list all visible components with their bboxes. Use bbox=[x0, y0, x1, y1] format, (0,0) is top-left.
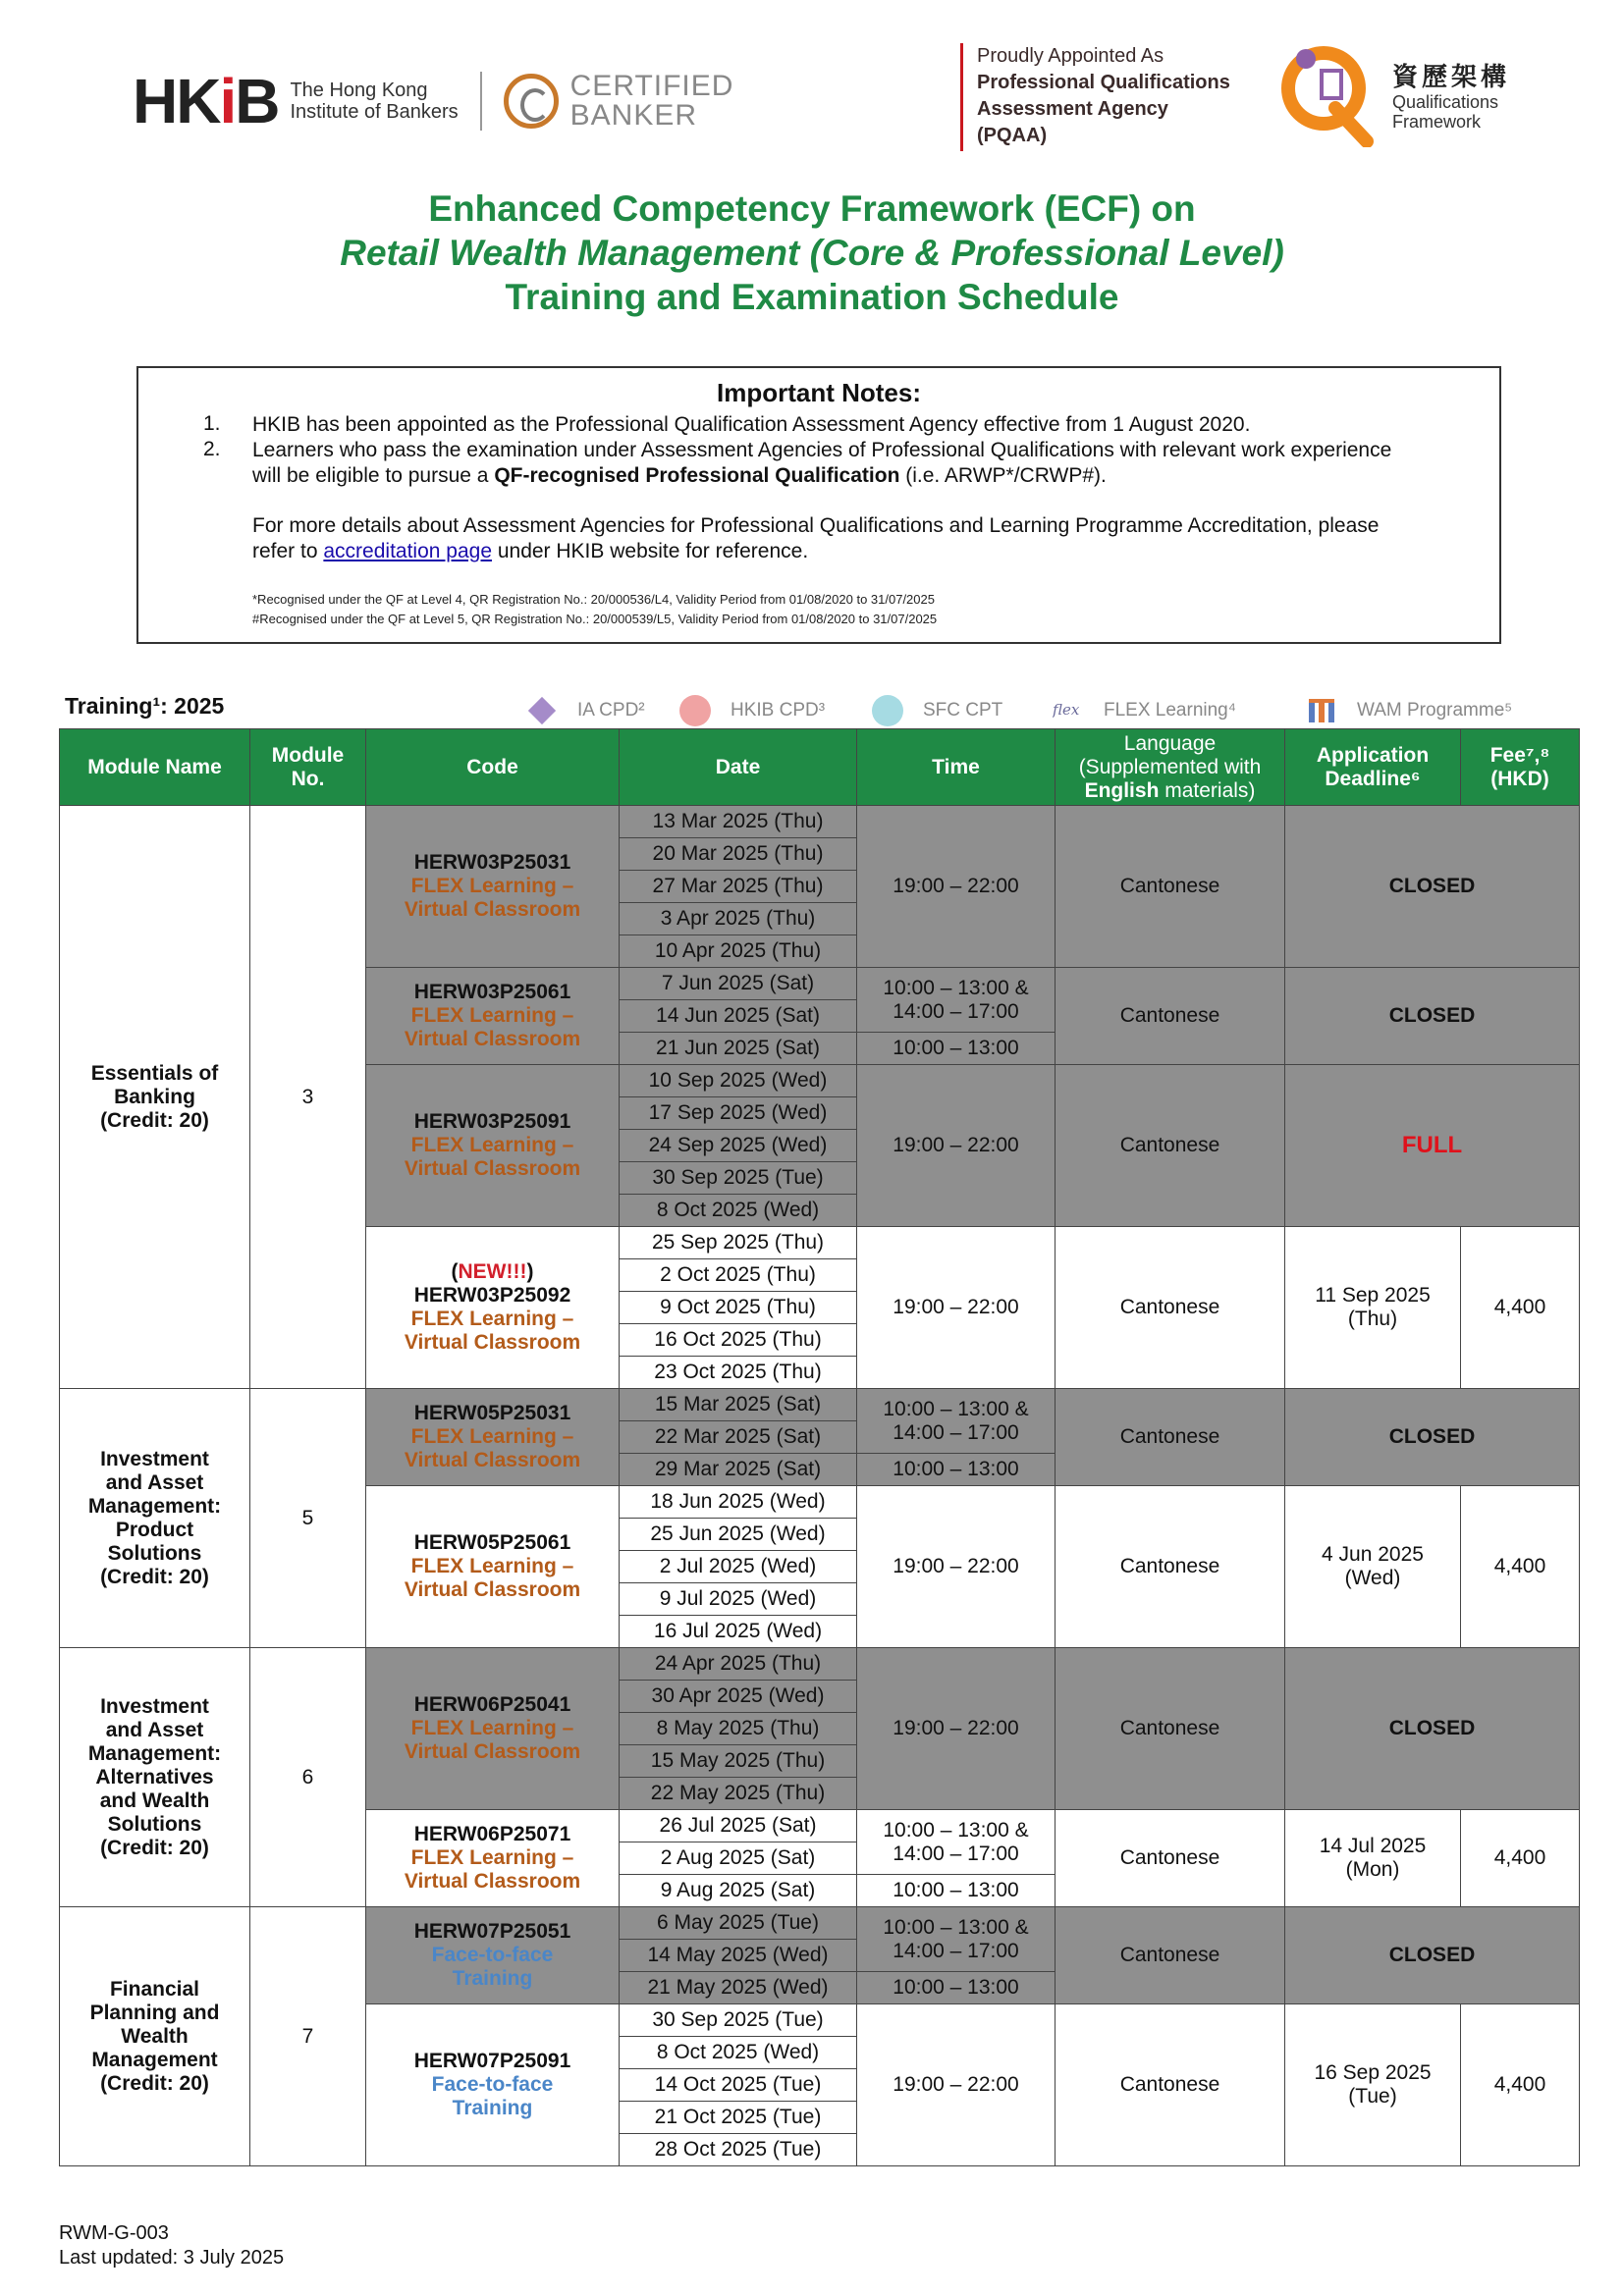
qf-logo bbox=[1276, 39, 1571, 157]
date-cell: 29 Mar 2025 (Sat) bbox=[620, 1454, 857, 1486]
delivery-mode: FLEX Learning – bbox=[410, 1308, 574, 1330]
header-text: Language bbox=[1123, 731, 1217, 755]
fee-cell: 4,400 bbox=[1461, 1810, 1580, 1907]
time-cell: 10:00 – 13:00 bbox=[857, 1033, 1056, 1065]
class-code: HERW05P25061 bbox=[413, 1531, 571, 1554]
footnote-crwp: #Recognised under the QF at Level 5, QR Registration No.: 20/000539/L5, Validity Period from 01/08/2020 to 31/07/2025 bbox=[252, 612, 938, 626]
language-cell: Cantonese bbox=[1056, 968, 1285, 1065]
class-code-cell bbox=[366, 1486, 620, 1648]
class-code-cell bbox=[366, 1227, 620, 1389]
cert-line1: CERTIFIED bbox=[569, 70, 734, 102]
cert-line2: BANKER bbox=[569, 99, 698, 132]
module-name-line: Banking bbox=[114, 1085, 195, 1108]
deadline-line: (Tue) bbox=[1348, 2085, 1397, 2108]
status-closed bbox=[1285, 1389, 1580, 1486]
time-cell: 19:00 – 22:00 bbox=[857, 1227, 1056, 1389]
deadline-line: (Wed) bbox=[1344, 1567, 1401, 1589]
document-title bbox=[0, 187, 1624, 319]
training-schedule-table bbox=[59, 728, 1579, 2166]
certified-banker-wordmark bbox=[570, 72, 734, 131]
status-full bbox=[1285, 1065, 1580, 1227]
module-name-line: Financial bbox=[109, 1977, 200, 2001]
table-header-row bbox=[60, 729, 1580, 806]
table-row bbox=[60, 1907, 1580, 1940]
date-cell: 23 Oct 2025 (Thu) bbox=[620, 1357, 857, 1389]
header-text bbox=[1056, 779, 1284, 803]
delivery-mode: FLEX Learning – bbox=[410, 1555, 574, 1577]
legend-label: SFC CPT bbox=[923, 700, 1003, 721]
title-line1: Enhanced Competency Framework (ECF) on bbox=[428, 188, 1196, 229]
new-badge-text: NEW!!! bbox=[458, 1260, 527, 1283]
module-name-line: Investment bbox=[100, 1447, 209, 1470]
header-text-bold: English bbox=[1084, 778, 1160, 802]
date-cell: 28 Oct 2025 (Tue) bbox=[620, 2134, 857, 2166]
class-code: HERW06P25071 bbox=[413, 1823, 571, 1845]
fee-cell: 4,400 bbox=[1461, 1486, 1580, 1648]
status-closed bbox=[1285, 1907, 1580, 2004]
wam-programme-icon bbox=[1306, 695, 1337, 726]
date-cell: 16 Oct 2025 (Thu) bbox=[620, 1324, 857, 1357]
legend-label: HKIB CPD³ bbox=[731, 700, 826, 721]
deadline-line: 4 Jun 2025 bbox=[1322, 1543, 1424, 1566]
date-cell: 3 Apr 2025 (Thu) bbox=[620, 903, 857, 935]
header-text: Deadline⁶ bbox=[1325, 767, 1421, 790]
header-module-name: Module Name bbox=[60, 729, 250, 806]
title-line3: Training and Examination Schedule bbox=[505, 277, 1119, 317]
module-name-line: Product bbox=[115, 1518, 194, 1541]
delivery-mode: Virtual Classroom bbox=[404, 898, 581, 921]
more-details-line1: For more details about Assessment Agencies for Professional Qualifications and Learning Programme Accreditation, please bbox=[252, 514, 1380, 537]
qf-pq-emphasis: QF-recognised Professional Qualification bbox=[494, 464, 900, 487]
status-text: CLOSED bbox=[1388, 875, 1476, 897]
date-cell: 15 Mar 2025 (Sat) bbox=[620, 1389, 857, 1421]
date-cell: 27 Mar 2025 (Thu) bbox=[620, 871, 857, 903]
application-deadline-cell bbox=[1285, 1486, 1461, 1648]
header-text: Module bbox=[271, 743, 345, 767]
last-updated: Last updated: 3 July 2025 bbox=[59, 2247, 285, 2269]
language-cell: Cantonese bbox=[1056, 1907, 1285, 2004]
deadline-line: 14 Jul 2025 bbox=[1319, 1835, 1427, 1857]
new-badge: (NEW!!!) bbox=[451, 1260, 534, 1283]
date-cell: 20 Mar 2025 (Thu) bbox=[620, 838, 857, 871]
date-cell: 30 Apr 2025 (Wed) bbox=[620, 1681, 857, 1713]
date-cell: 8 May 2025 (Thu) bbox=[620, 1713, 857, 1745]
module-name-line: and Wealth bbox=[99, 1789, 210, 1812]
hkib-logo bbox=[133, 47, 781, 155]
delivery-mode: FLEX Learning – bbox=[410, 1846, 574, 1869]
class-code-cell bbox=[366, 1065, 620, 1227]
pqaa-line: Professional Qualifications bbox=[977, 72, 1230, 93]
time-cell: 19:00 – 22:00 bbox=[857, 1486, 1056, 1648]
date-cell: 14 Jun 2025 (Sat) bbox=[620, 1000, 857, 1033]
class-code-cell bbox=[366, 1389, 620, 1486]
date-cell: 7 Jun 2025 (Sat) bbox=[620, 968, 857, 1000]
class-code-cell bbox=[366, 968, 620, 1065]
delivery-mode: Virtual Classroom bbox=[404, 1449, 581, 1471]
date-cell: 18 Jun 2025 (Wed) bbox=[620, 1486, 857, 1519]
header-text: materials) bbox=[1159, 778, 1256, 802]
status-text: CLOSED bbox=[1388, 1717, 1476, 1739]
application-deadline-cell bbox=[1285, 2004, 1461, 2166]
delivery-mode: Training bbox=[452, 2097, 533, 2119]
date-cell: 24 Sep 2025 (Wed) bbox=[620, 1130, 857, 1162]
accreditation-page-link[interactable]: accreditation page bbox=[323, 540, 492, 562]
sfc-cpt-icon bbox=[872, 695, 903, 726]
header-deadline bbox=[1285, 729, 1461, 806]
date-cell: 22 May 2025 (Thu) bbox=[620, 1778, 857, 1810]
note-1: HKIB has been appointed as the Professional Qualification Assessment Agency effective from 1 August 2020. bbox=[252, 413, 1251, 436]
time-cell: 10:00 – 13:00 & 14:00 – 17:00 bbox=[857, 1389, 1056, 1454]
hkib-name-line1: The Hong Kong bbox=[290, 80, 428, 101]
module-name-line: (Credit: 20) bbox=[100, 1108, 209, 1132]
module-name-line: (Credit: 20) bbox=[100, 1565, 209, 1588]
module-name-line: Alternatives bbox=[95, 1765, 214, 1789]
language-cell: Cantonese bbox=[1056, 1486, 1285, 1648]
hkib-name bbox=[290, 80, 458, 123]
time-cell: 19:00 – 22:00 bbox=[857, 1648, 1056, 1810]
header-language bbox=[1056, 729, 1285, 806]
legend-wam-programme bbox=[1306, 695, 1512, 726]
module-name-cell bbox=[60, 806, 250, 1389]
class-code-cell bbox=[366, 806, 620, 968]
module-name-line: Investment bbox=[100, 1694, 209, 1718]
footnote-arwp: *Recognised under the QF at Level 4, QR Registration No.: 20/000536/L4, Validity Period from 01/08/2020 to 31/07/2025 bbox=[252, 592, 935, 607]
date-cell: 21 Jun 2025 (Sat) bbox=[620, 1033, 857, 1065]
date-cell: 25 Sep 2025 (Thu) bbox=[620, 1227, 857, 1259]
status-closed bbox=[1285, 806, 1580, 968]
logo-divider bbox=[480, 72, 482, 131]
delivery-mode: Virtual Classroom bbox=[404, 1578, 581, 1601]
time-cell: 10:00 – 13:00 & 14:00 – 17:00 bbox=[857, 1810, 1056, 1875]
delivery-mode: Face-to-face bbox=[431, 2073, 554, 2096]
status-text: CLOSED bbox=[1388, 1944, 1476, 1966]
delivery-mode: Virtual Classroom bbox=[404, 1331, 581, 1354]
legend-sfc-cpt bbox=[872, 695, 1002, 726]
delivery-mode: FLEX Learning – bbox=[410, 1004, 574, 1027]
module-name-line: (Credit: 20) bbox=[100, 1836, 209, 1859]
module-name-line: and Asset bbox=[105, 1470, 204, 1494]
table-row bbox=[60, 806, 1580, 838]
language-cell: Cantonese bbox=[1056, 2004, 1285, 2166]
pqaa-line: Proudly Appointed As bbox=[977, 45, 1164, 67]
class-code-cell bbox=[366, 1907, 620, 2004]
more-details-text: under HKIB website for reference. bbox=[492, 540, 809, 562]
qf-english-name bbox=[1392, 92, 1498, 132]
class-code: HERW03P25091 bbox=[413, 1110, 571, 1133]
module-no-cell: 7 bbox=[250, 1907, 366, 2166]
flex-learning-icon bbox=[1053, 695, 1084, 726]
delivery-mode: Face-to-face bbox=[431, 1944, 554, 1966]
certified-banker-icon bbox=[504, 74, 559, 129]
language-cell: Cantonese bbox=[1056, 1648, 1285, 1810]
table-row bbox=[60, 1648, 1580, 1681]
date-cell: 21 Oct 2025 (Tue) bbox=[620, 2102, 857, 2134]
header-fee bbox=[1461, 729, 1580, 806]
date-cell: 9 Oct 2025 (Thu) bbox=[620, 1292, 857, 1324]
language-cell: Cantonese bbox=[1056, 1065, 1285, 1227]
date-cell: 9 Aug 2025 (Sat) bbox=[620, 1875, 857, 1907]
hkib-cpd-icon bbox=[679, 695, 711, 726]
svg-text:flex: flex bbox=[1053, 701, 1080, 719]
date-cell: 8 Oct 2025 (Wed) bbox=[620, 1195, 857, 1227]
status-text: CLOSED bbox=[1388, 1004, 1476, 1027]
pqaa-line: Assessment Agency bbox=[977, 98, 1168, 120]
class-code: HERW03P25061 bbox=[413, 981, 571, 1003]
legend-ia-cpd bbox=[526, 695, 645, 726]
training-year-label: Training¹: 2025 bbox=[65, 693, 225, 719]
legend-label: FLEX Learning⁴ bbox=[1104, 700, 1236, 721]
date-cell: 2 Aug 2025 (Sat) bbox=[620, 1842, 857, 1875]
delivery-mode: FLEX Learning – bbox=[410, 875, 574, 897]
class-code: HERW05P25031 bbox=[413, 1402, 571, 1424]
time-cell: 19:00 – 22:00 bbox=[857, 806, 1056, 968]
qf-en-line2: Framework bbox=[1392, 112, 1482, 132]
module-name-line: Essentials of bbox=[90, 1061, 219, 1085]
date-cell: 30 Sep 2025 (Tue) bbox=[620, 1162, 857, 1195]
delivery-mode: Virtual Classroom bbox=[404, 1740, 581, 1763]
header-text: No. bbox=[291, 767, 325, 790]
date-cell: 9 Jul 2025 (Wed) bbox=[620, 1583, 857, 1616]
time-cell: 10:00 – 13:00 bbox=[857, 1875, 1056, 1907]
date-cell: 2 Oct 2025 (Thu) bbox=[620, 1259, 857, 1292]
class-code-cell bbox=[366, 2004, 620, 2166]
title-line2: Retail Wealth Management (Core & Professional Level) bbox=[340, 233, 1284, 273]
legend-hkib-cpd bbox=[679, 695, 825, 726]
date-cell: 10 Apr 2025 (Thu) bbox=[620, 935, 857, 968]
language-cell: Cantonese bbox=[1056, 806, 1285, 968]
module-name-line: Wealth bbox=[121, 2024, 189, 2048]
module-name-line: Management bbox=[91, 2048, 218, 2071]
time-cell: 10:00 – 13:00 & 14:00 – 17:00 bbox=[857, 968, 1056, 1033]
class-code-cell bbox=[366, 1648, 620, 1810]
header-text: Application bbox=[1316, 743, 1430, 767]
note-2-line1: Learners who pass the examination under Assessment Agencies of Professional Qualifications with relevant work experience bbox=[252, 439, 1392, 461]
notes-heading: Important Notes: bbox=[717, 378, 921, 407]
qf-en-line1: Qualifications bbox=[1392, 92, 1499, 112]
module-name-line: and Asset bbox=[105, 1718, 204, 1741]
module-name-line: Solutions bbox=[107, 1812, 202, 1836]
header-text: Fee⁷,⁸ bbox=[1489, 743, 1550, 767]
module-name-line: Solutions bbox=[107, 1541, 202, 1565]
deadline-line: 11 Sep 2025 bbox=[1315, 1284, 1431, 1307]
date-cell: 10 Sep 2025 (Wed) bbox=[620, 1065, 857, 1097]
header-text: (HKD) bbox=[1490, 767, 1549, 790]
module-name-line: Management: bbox=[87, 1494, 222, 1518]
date-cell: 26 Jul 2025 (Sat) bbox=[620, 1810, 857, 1842]
status-closed bbox=[1285, 1648, 1580, 1810]
class-code: HERW07P25051 bbox=[413, 1920, 571, 1943]
status-text: FULL bbox=[1401, 1131, 1463, 1158]
header-module-no bbox=[250, 729, 366, 806]
class-code-cell bbox=[366, 1810, 620, 1907]
delivery-mode: FLEX Learning – bbox=[410, 1425, 574, 1448]
table-row bbox=[60, 1389, 1580, 1421]
legend-label: WAM Programme⁵ bbox=[1357, 700, 1513, 721]
date-cell: 14 Oct 2025 (Tue) bbox=[620, 2069, 857, 2102]
date-cell: 21 May 2025 (Wed) bbox=[620, 1972, 857, 2004]
page-footer bbox=[59, 2221, 284, 2270]
delivery-mode: Virtual Classroom bbox=[404, 1157, 581, 1180]
language-cell: Cantonese bbox=[1056, 1389, 1285, 1486]
note-2-text: will be eligible to pursue a bbox=[252, 464, 495, 487]
module-name-cell bbox=[60, 1648, 250, 1907]
language-cell: Cantonese bbox=[1056, 1810, 1285, 1907]
module-name-line: Management: bbox=[87, 1741, 222, 1765]
date-cell: 14 May 2025 (Wed) bbox=[620, 1940, 857, 1972]
fee-cell: 4,400 bbox=[1461, 1227, 1580, 1389]
date-cell: 13 Mar 2025 (Thu) bbox=[620, 806, 857, 838]
module-name-cell bbox=[60, 1389, 250, 1648]
deadline-line: (Thu) bbox=[1347, 1308, 1398, 1330]
fee-cell: 4,400 bbox=[1461, 2004, 1580, 2166]
date-cell: 17 Sep 2025 (Wed) bbox=[620, 1097, 857, 1130]
date-cell: 6 May 2025 (Tue) bbox=[620, 1907, 857, 1940]
time-cell: 10:00 – 13:00 bbox=[857, 1972, 1056, 2004]
class-code: HERW07P25091 bbox=[413, 2050, 571, 2072]
module-no-cell: 5 bbox=[250, 1389, 366, 1648]
status-closed bbox=[1285, 968, 1580, 1065]
date-cell: 8 Oct 2025 (Wed) bbox=[620, 2037, 857, 2069]
language-cell: Cantonese bbox=[1056, 1227, 1285, 1389]
time-cell: 19:00 – 22:00 bbox=[857, 1065, 1056, 1227]
date-cell: 30 Sep 2025 (Tue) bbox=[620, 2004, 857, 2037]
date-cell: 15 May 2025 (Thu) bbox=[620, 1745, 857, 1778]
module-no-cell: 6 bbox=[250, 1648, 366, 1907]
delivery-mode: FLEX Learning – bbox=[410, 1134, 574, 1156]
application-deadline-cell bbox=[1285, 1810, 1461, 1907]
class-code: HERW03P25092 bbox=[413, 1284, 571, 1307]
delivery-mode: Virtual Classroom bbox=[404, 1028, 581, 1050]
module-name-cell bbox=[60, 1907, 250, 2166]
date-cell: 16 Jul 2025 (Wed) bbox=[620, 1616, 857, 1648]
time-cell: 19:00 – 22:00 bbox=[857, 2004, 1056, 2166]
header-date: Date bbox=[620, 729, 857, 806]
status-text: CLOSED bbox=[1388, 1425, 1476, 1448]
legend-flex-learning bbox=[1053, 695, 1236, 726]
note-2-line2 bbox=[252, 463, 1107, 489]
header-code: Code bbox=[366, 729, 620, 806]
important-notes-box bbox=[136, 366, 1501, 644]
class-code: HERW06P25041 bbox=[413, 1693, 571, 1716]
class-code: HERW03P25031 bbox=[413, 851, 571, 874]
time-cell: 10:00 – 13:00 bbox=[857, 1454, 1056, 1486]
hkib-name-line2: Institute of Bankers bbox=[290, 101, 459, 123]
qf-emblem-icon bbox=[1276, 39, 1375, 147]
legend-label: IA CPD² bbox=[577, 700, 645, 721]
module-name-line: Planning and bbox=[89, 2001, 220, 2024]
document-reference: RWM-G-003 bbox=[59, 2222, 169, 2244]
note-2-text: (i.e. ARWP*/CRWP#). bbox=[899, 464, 1107, 487]
qf-chinese-name: 資歷架構 bbox=[1392, 62, 1511, 91]
header-text: (Supplemented with bbox=[1078, 755, 1262, 778]
note-number: 1. bbox=[203, 412, 221, 435]
more-details-line2 bbox=[252, 539, 808, 564]
pqaa-badge bbox=[960, 43, 1255, 151]
deadline-line: (Mon) bbox=[1345, 1858, 1400, 1881]
delivery-mode: FLEX Learning – bbox=[410, 1717, 574, 1739]
date-cell: 22 Mar 2025 (Sat) bbox=[620, 1421, 857, 1454]
deadline-line: 16 Sep 2025 bbox=[1314, 2061, 1432, 2084]
module-name-line: (Credit: 20) bbox=[100, 2071, 209, 2095]
more-details-text: refer to bbox=[252, 540, 324, 562]
module-no-cell: 3 bbox=[250, 806, 366, 1389]
date-cell: 25 Jun 2025 (Wed) bbox=[620, 1519, 857, 1551]
date-cell: 24 Apr 2025 (Thu) bbox=[620, 1648, 857, 1681]
delivery-mode: Virtual Classroom bbox=[404, 1870, 581, 1893]
time-cell: 10:00 – 13:00 & 14:00 – 17:00 bbox=[857, 1907, 1056, 1972]
delivery-mode: Training bbox=[452, 1967, 533, 1990]
ia-cpd-icon bbox=[526, 695, 558, 726]
application-deadline-cell bbox=[1285, 1227, 1461, 1389]
pqaa-line: (PQAA) bbox=[977, 125, 1048, 146]
hkib-wordmark: HKiB bbox=[133, 66, 279, 136]
date-cell: 2 Jul 2025 (Wed) bbox=[620, 1551, 857, 1583]
note-number: 2. bbox=[203, 438, 221, 460]
header-time: Time bbox=[857, 729, 1056, 806]
